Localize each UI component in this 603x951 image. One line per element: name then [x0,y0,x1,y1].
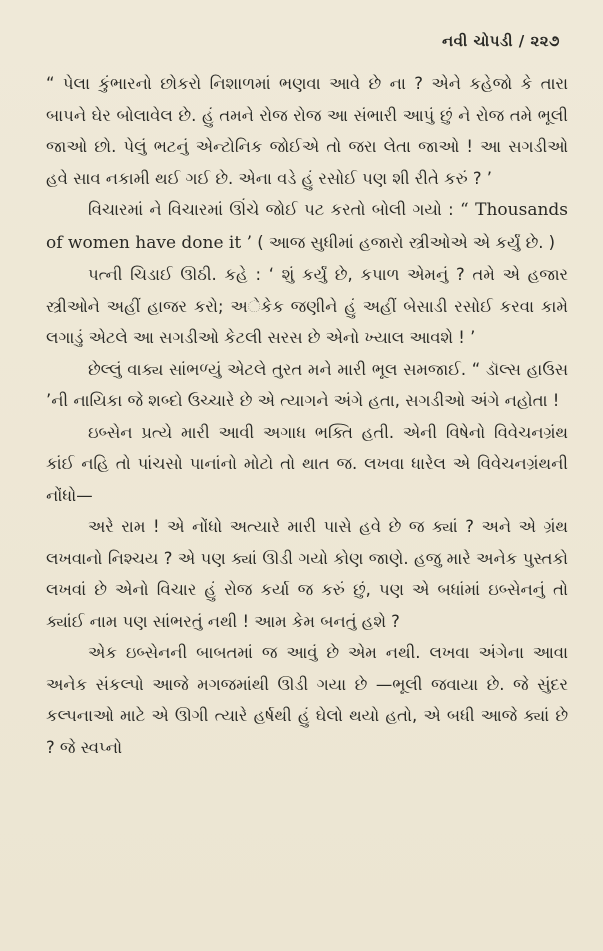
body-text [46,68,568,763]
paragraph-2-translation: ( આજ સુધીમાં હજારો સ્ત્રીઓએ એ કર્યું છે. ) [257,232,556,252]
paragraph-6: અરે રામ ! એ નોંધો અત્યારે મારી પાસે હવે છે જ ક્યાં ? અને એ ગ્રંથ લખવાનો નિશ્ચય ? એ પણ ક્યાં ઊડી ગયો કોણ જાણે. હજુ મારે અનેક પુસ્તકો લખવાં છે એનો વિચાર હું રોજ કર્યા જ કરું છું, પણ એ બધાંમાં ઇબ્સેનનું તો ક્યાંઈ નામ પણ સાંભરતું નથી ! આમ કેમ બનતું હશે ? [46,517,568,631]
paragraph-3: પત્ની ચિડાઈ ઊઠી. કહે : ‘ શું કર્યું છે, કપાળ એમનું ? તમે એ હજાર સ્ત્રીઓને અહીં હાજર કરો; અેકેક જણીને હું અહીં બેસાડી રસોઈ કરવા કામે લગાડું એટલે આ સગડીઓ કેટલી સરસ છે એનો ખ્યાલ આવશે ! ’ [46,265,568,347]
paragraph-2-intro: વિચારમાં ને વિચારમાં ઊંચે જોઈ પટ કરતો બોલી ગયો : [88,200,454,219]
paragraph-2 [46,194,568,259]
paragraph-4: છેલ્લું વાક્ય સાંભળ્યું એટલે તુરત મને મારી ભૂલ સમજાઈ. “ ડૉલ્સ હાઉસ ’ની નાયિકા જે શબ્દો ઉચ્ચારે છે એ ત્યાગને અંગે હતા, સગડીઓ અંગે નહોતા ! [46,359,568,410]
paragraph-5: ઇબ્સેન પ્રત્યે મારી આવી અગાધ ભક્તિ હતી. એની વિષેનો વિવેચનગ્રંથ કાંઈ નહિ તો પાંચસો પાનાંનો મોટો તો થાત જ. લખવા ધારેલ એ વિવેચનગ્રંથની નોંધો— [46,422,568,505]
running-head: નવી ચોપડી / ૨૨૭ [441,32,560,50]
paragraph-7: એક ઇબ્સેનની બાબતમાં જ આવું છે એમ નથી. લખવા અંગેના આવા અનેક સંકલ્પો આજે મગજમાંથી ઊડી ગયા છે —ભૂલી જવાયા છે. જે સુંદર કલ્પનાઓ માટે એ ઊગી ત્યારે હર્ષથી હું ઘેલો થયો હતો, એ બધી આજે ક્યાં છે ? જે સ્વપ્નો [46,643,568,757]
paragraph-1: “ પેલા કુંભારનો છોકરો નિશાળમાં ભણવા આવે છે ના ? એને કહેજો કે તારા બાપને ઘેર બોલાવેલ છે. હું તમને રોજ રોજ આ સંભારી આપું છું ને રોજ તમે ભૂલી જાઓ છો. પેલું ભટનું એન્ટોનિક જોઈએ તો જરા લેતા જાઓ ! આ સગડીઓ હવે સાવ નકામી થઈ ગઈ છે. એના વડે હું રસોઈ પણ શી રીતે કરું ? ’ [46,74,568,188]
english-quote: “ Thousands of women have done it ’ [46,200,569,253]
